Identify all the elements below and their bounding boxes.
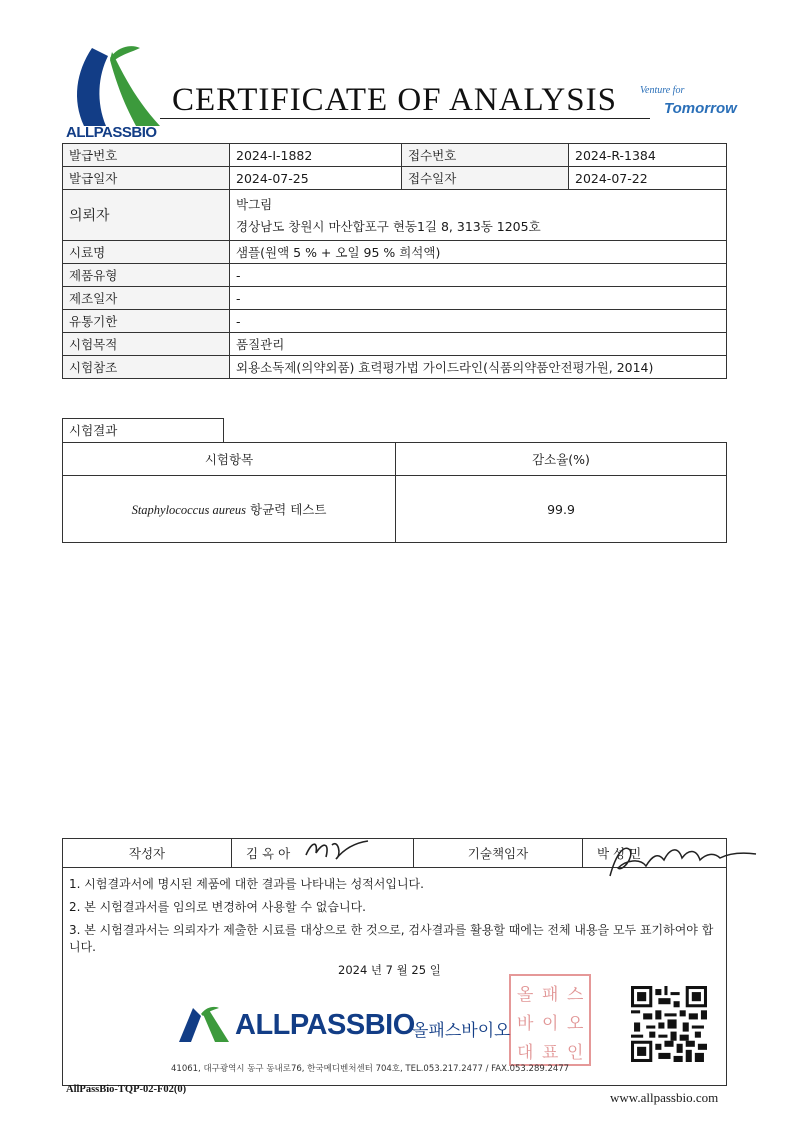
author-label: 작성자: [63, 839, 232, 868]
notes-box: [62, 866, 727, 1086]
footer-logo-korean: 올패스바이오: [412, 1021, 511, 1041]
seal-char: 오: [567, 1014, 584, 1034]
tech-name: 박 성 민: [597, 846, 642, 861]
seal-char: 패: [542, 985, 559, 1005]
sample-value: 샘플(원액 5 % + 오일 95 % 희석액): [230, 241, 727, 264]
note-3: 3. 본 시험결과서는 의뢰자가 제출한 시료를 대상으로 한 것으로, 검사결과를 활용할 때에는 전체 내용을 모두 표기하여야 합니다.: [69, 923, 714, 954]
results-row: [63, 476, 727, 543]
document-title: CERTIFICATE OF ANALYSIS: [172, 82, 617, 118]
seal-char: 스: [567, 985, 584, 1005]
receipt-date-value: 2024-07-22: [569, 167, 727, 190]
organism-name: Staphylococcus aureus: [131, 503, 247, 517]
results-col-rate: 감소율(%): [396, 443, 727, 476]
author-signature-icon: [302, 835, 372, 865]
seal-char: 이: [542, 1014, 559, 1034]
website-url[interactable]: www.allpassbio.com: [610, 1090, 719, 1105]
issue-footer-date: 2024 년 7 월 25 일: [338, 963, 441, 977]
footer-logo-text: ALLPASSBIO: [235, 1009, 415, 1041]
results-col-item: 시험항목: [63, 443, 396, 476]
seal-char: 인: [567, 1043, 584, 1063]
author-name: 김 옥 아: [246, 846, 291, 861]
tagline-bottom: Tomorrow: [664, 100, 737, 117]
reference-label: 시험참조: [63, 356, 230, 379]
client-label: 의뢰자: [63, 190, 230, 241]
client-name: 박그림: [236, 197, 273, 212]
qr-code-icon: [631, 986, 707, 1062]
receipt-no-value: 2024-R-1384: [569, 144, 727, 167]
purpose-value: 품질관리: [230, 333, 727, 356]
product-type-label: 제품유형: [63, 264, 230, 287]
reduction-rate-value: 99.9: [396, 476, 727, 543]
mfg-date-value: -: [230, 287, 727, 310]
issue-no-label: 발급번호: [63, 144, 230, 167]
allpassbio-logo-icon: [66, 42, 166, 126]
title-underline: [160, 118, 650, 119]
sample-label: 시료명: [63, 241, 230, 264]
issue-date-value: 2024-07-25: [230, 167, 402, 190]
reference-value: 외용소독제(의약외품) 효력평가법 가이드라인(식품의약품안전평가원, 2014): [230, 356, 727, 379]
company-seal: [509, 974, 591, 1066]
client-cell: [230, 190, 727, 241]
note-1: 1. 시험결과서에 명시된 제품에 대한 결과를 나타내는 성적서입니다.: [69, 877, 424, 891]
note-2: 2. 본 시험결과서를 임의로 변경하여 사용할 수 없습니다.: [69, 900, 366, 914]
client-address: 경상남도 창원시 마산합포구 현동1길 8, 313동 1205호: [236, 219, 541, 234]
purpose-label: 시험목적: [63, 333, 230, 356]
document-code: AllPassBio-TQP-02-F02(0): [66, 1084, 187, 1095]
seal-char: 대: [517, 1043, 534, 1063]
results-table: [62, 442, 727, 543]
receipt-no-label: 접수번호: [402, 144, 569, 167]
issue-date-label: 발급일자: [63, 167, 230, 190]
tech-label: 기술책임자: [414, 839, 583, 868]
expiry-label: 유통기한: [63, 310, 230, 333]
author-cell: [232, 839, 414, 868]
issue-no-value: 2024-I-1882: [230, 144, 402, 167]
footer-address: 41061, 대구광역시 동구 동내로76, 한국메디벤처센터 704호, TEL.053.217.2477 / FAX.053.289.2477: [171, 1064, 570, 1074]
test-name: 항균력 테스트: [250, 502, 327, 517]
brand-name: ALLPASSBIO: [66, 124, 157, 141]
allpassbio-footer-logo-icon: [179, 1006, 231, 1042]
seal-char: 올: [517, 985, 534, 1005]
receipt-date-label: 접수일자: [402, 167, 569, 190]
seal-char: 표: [542, 1043, 559, 1063]
results-item-cell: [63, 476, 396, 543]
product-type-value: -: [230, 264, 727, 287]
tagline-top: Venture for: [640, 85, 685, 96]
seal-char: 바: [517, 1014, 534, 1034]
info-table: [62, 143, 727, 379]
results-section-label: 시험결과: [62, 418, 224, 442]
mfg-date-label: 제조일자: [63, 287, 230, 310]
expiry-value: -: [230, 310, 727, 333]
